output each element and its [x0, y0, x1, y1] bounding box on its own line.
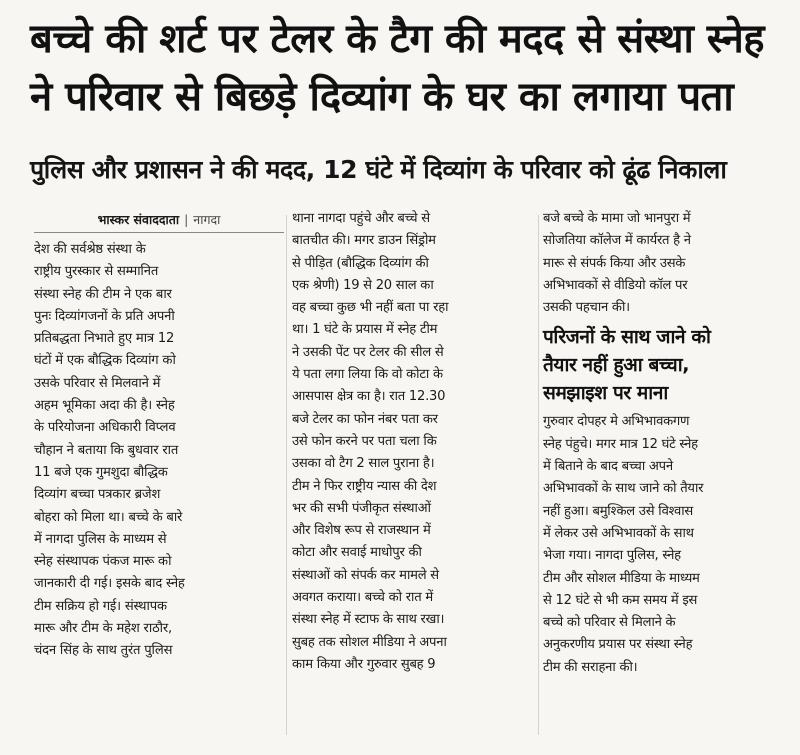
text-line: अवगत कराया। बच्चे को रात में — [292, 590, 433, 606]
column-divider — [286, 215, 287, 735]
text-line: में लेकर उसे अभिभावकों के साथ — [543, 525, 694, 541]
text-line: घंटों में एक बौद्धिक दिव्यांग को — [34, 353, 176, 369]
byline-author: भास्कर संवाददाता — [97, 211, 180, 227]
text-line: बजे बच्चे के मामा जो भानपुरा में — [543, 211, 691, 226]
article-column-1 — [34, 208, 284, 663]
text-line: राष्ट्रीय पुरस्कार से सम्मानित — [34, 264, 159, 280]
text-line: संस्था स्नेह की टीम ने एक बार — [34, 286, 172, 302]
text-line: अहम भूमिका अदा की है। स्नेह — [34, 398, 175, 414]
text-line: टीम और सोशल मीडिया के माध्यम — [543, 570, 700, 586]
column-1-body — [34, 239, 284, 663]
text-line: संस्था स्नेह में स्टाफ के साथ रखा। — [292, 612, 445, 628]
text-line: मारू और टीम के महेश राठौर, — [34, 621, 172, 637]
text-line: बोहरा को मिला था। बच्चे के बारे — [34, 509, 183, 525]
text-line: से 12 घंटे से भी कम समय में इस — [543, 592, 698, 608]
text-line: में नागदा पुलिस के माध्यम से — [34, 531, 167, 547]
text-line: टीम ने फिर राष्ट्रीय न्यास की देश — [292, 478, 437, 494]
text-line: जानकारी दी गई। इसके बाद स्नेह — [34, 576, 185, 592]
headline-line-2: ने परिवार से बिछड़े दिव्यांग के घर का लगाया पता — [30, 74, 734, 120]
article-column-2 — [292, 208, 535, 676]
subheadline: पुलिस और प्रशासन ने की मदद, 12 घंटे में दिव्यांग के परिवार को ढूंढ निकाला — [30, 155, 727, 184]
text-line: 11 बजे एक गुमशुदा बौद्धिक — [34, 464, 168, 480]
headline — [30, 10, 780, 126]
text-line: प्रतिबद्धता निभाते हुए मात्र 12 — [34, 331, 175, 347]
subhead-line: तैयार नहीं हुआ बच्चा, — [543, 354, 690, 377]
subhead-line: परिजनों के साथ जाने को — [543, 326, 711, 349]
text-line: नहीं हुआ। बमुश्किल उसे विश्वास — [543, 503, 693, 519]
text-line: स्नेह संस्थापक पंकज मारू को — [34, 554, 172, 570]
text-line: अनुकरणीय प्रयास पर संस्था स्नेह — [543, 637, 693, 653]
text-line: और विशेष रूप से राजस्थान में — [292, 523, 431, 539]
column-divider — [538, 215, 539, 735]
text-line: गुरुवार दोपहर मे अभिभावकगण — [543, 414, 690, 430]
text-line: उसकी पहचान की। — [543, 300, 630, 316]
text-line: देश की सर्वश्रेष्ठ संस्था के — [34, 242, 146, 257]
article-column-3 — [543, 208, 788, 679]
text-line: आसपास क्षेत्र का है। रात 12.30 — [292, 389, 446, 405]
text-line: बजे टेलर का फोन नंबर पता कर — [292, 411, 438, 427]
text-line: भर की सभी पंजीकृत संस्थाओं — [292, 500, 431, 516]
text-line: बच्चे को परिवार से मिलाने के — [543, 615, 676, 631]
byline — [34, 208, 284, 233]
column-3-body-bottom — [543, 411, 788, 679]
text-line: मारू से संपर्क किया और उसके — [543, 255, 686, 271]
text-line: काम किया और गुरुवार सुबह 9 — [292, 656, 436, 672]
text-line: संस्थाओं को संपर्क कर मामले से — [292, 567, 439, 583]
text-line: उसके परिवार से मिलवाने में — [34, 375, 161, 391]
text-line: कोटा और सवाई माधोपुर की — [292, 545, 422, 561]
section-subhead — [543, 323, 788, 407]
text-line: वह बच्चा कुछ भी नहीं बता पा रहा — [292, 300, 449, 316]
text-line: पुनः दिव्यांगजनों के प्रति अपनी — [34, 308, 175, 324]
text-line: ने उसकी पेंट पर टेलर की सील से — [292, 344, 444, 360]
text-line: के परियोजना अधिकारी विप्लव — [34, 420, 176, 436]
byline-separator: | — [184, 211, 189, 227]
text-line: टीम सक्रिय हो गई। संस्थापक — [34, 598, 167, 614]
text-line: अभिभावकों के साथ जाने को तैयार — [543, 481, 704, 497]
text-line: टीम की सराहना की। — [543, 659, 638, 675]
column-3-body-top — [543, 208, 788, 319]
byline-place: नागदा — [193, 211, 221, 227]
text-line: चौहान ने बताया कि बुधवार रात — [34, 442, 179, 458]
text-line: बातचीत की। मगर डाउन सिंड्रोम — [292, 233, 436, 249]
text-line: था। 1 घंटे के प्रयास में स्नेह टीम — [292, 322, 438, 338]
text-line: ये पता लगा लिया कि वो कोटा के — [292, 367, 443, 383]
text-line: स्नेह पंहुचे। मगर मात्र 12 घंटे स्नेह — [543, 436, 698, 452]
headline-line-1: बच्चे की शर्ट पर टेलर के टैग की मदद से संस्था स्नेह — [30, 16, 765, 62]
text-line: थाना नागदा पहुंचे और बच्चे से — [292, 211, 430, 226]
text-line: में बिताने के बाद बच्चा अपने — [543, 459, 673, 475]
text-line: उसे फोन करने पर पता चला कि — [292, 433, 437, 449]
text-line: चंदन सिंह के साथ तुरंत पुलिस — [34, 643, 173, 659]
text-line: सुबह तक सोशल मीडिया ने अपना — [292, 634, 447, 650]
subhead-line: समझाइश पर माना — [543, 382, 668, 405]
text-line: उसका वो टैग 2 साल पुराना है। — [292, 456, 435, 472]
text-line: भेजा गया। नागदा पुलिस, स्नेह — [543, 548, 681, 564]
text-line: दिव्यांग बच्चा पत्रकार ब्रजेश — [34, 487, 161, 503]
text-line: सोजतिया कॉलेज में कार्यरत है ने — [543, 233, 691, 249]
text-line: एक श्रेणी) 19 से 20 साल का — [292, 277, 434, 293]
column-2-body — [292, 208, 535, 676]
text-line: से पीड़ित (बौद्धिक दिव्यांग की — [292, 255, 429, 271]
text-line: अभिभावकों से वीडियो कॉल पर — [543, 277, 688, 293]
